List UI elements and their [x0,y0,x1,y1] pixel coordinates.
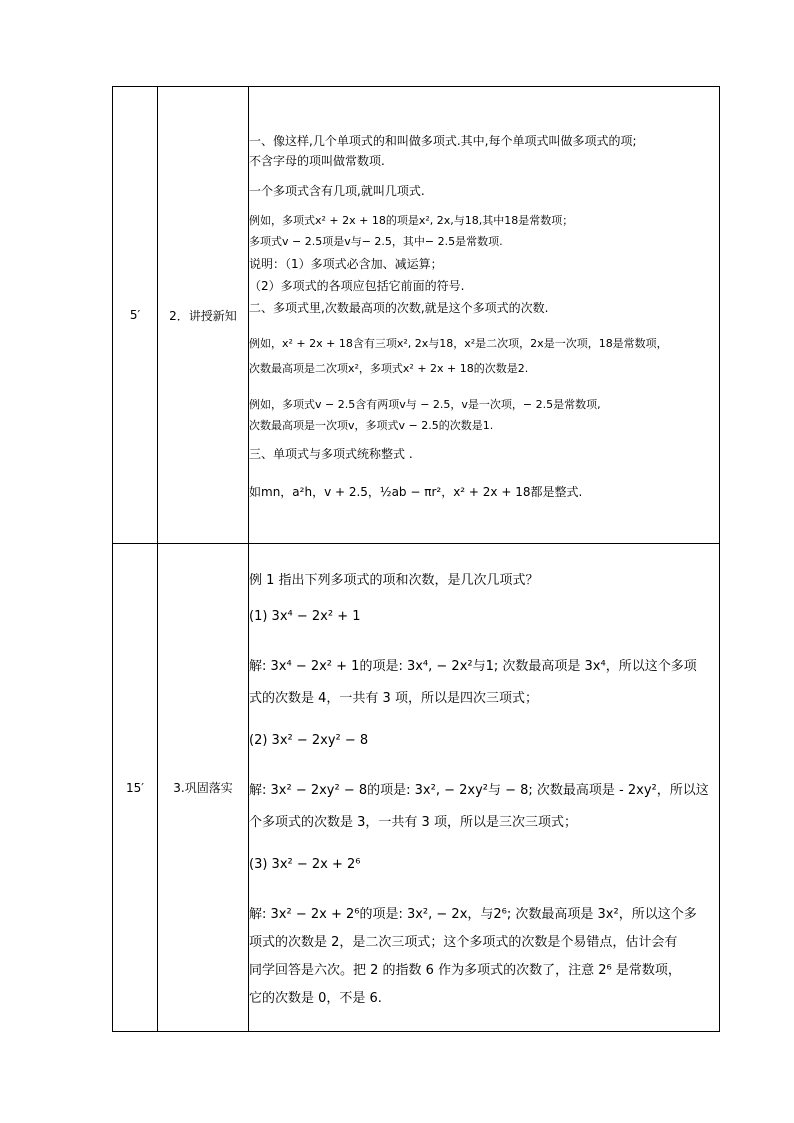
content-cell [249,87,720,544]
content-line: 不含字母的项叫做常数项. [249,153,385,168]
lesson-table [112,86,720,1032]
content-line: (3) 3x² − 2x + 2⁶ [249,856,361,872]
content-line: 一、像这样,几个单项式的和叫做多项式.其中,每个单项式叫做多项式的项; [249,133,637,148]
content-line: 例如，多项式x² + 2x + 18的项是x², 2x,与18,其中18是常数项； [249,213,574,227]
content-line: 例如，多项式v − 2.5含有两项v与 − 2.5，v是一次项，− 2.5是常数项, [249,397,601,411]
content-line: 它的次数是 0，不是 6. [249,990,382,1006]
content-line: (2) 3x² − 2xy² − 8 [249,732,369,748]
content-line: 个多项式的次数是 3，一共有 3 项，所以是三次三项式； [249,814,577,830]
content-line: 多项式v − 2.5项是v与− 2.5，其中− 2.5是常数项. [249,234,503,248]
content-line: 同学回答是六次。把 2 的指数 6 作为多项式的次数了，注意 2⁶ 是常数项， [249,962,681,978]
content-cell [249,544,720,1032]
content-line: 一个多项式含有几项,就叫几项式. [249,183,425,198]
content-line: 项式的次数是 2，是二次三项式；这个多项式的次数是个易错点，估计会有 [249,934,678,950]
content-line: (1) 3x⁴ − 2x² + 1 [249,608,361,624]
content-line: （2）多项式的各项应包括它前面的符号. [249,278,465,293]
time-cell: 15′ [113,544,158,1032]
content-line: 二、多项式里,次数最高项的次数,就是这个多项式的次数. [249,300,549,315]
content-line: 例如，x² + 2x + 18含有三项x², 2x与18，x²是二次项，2x是一次项，18是常数项， [249,336,668,350]
content-line: 解: 3x² − 2x + 2⁶的项是: 3x², − 2x，与2⁶; 次数最高项是 3x²，所以这个多 [249,906,697,922]
content-line: 次数最高项是二次项x²，多项式x² + 2x + 18的次数是2. [249,361,529,375]
content-line: 式的次数是 4，一共有 3 项，所以是四次三项式； [249,690,538,706]
content-line: 例 1 指出下列多项式的项和次数，是几次几项式？ [249,572,539,588]
content-line: 三、单项式与多项式统称整式 . [249,446,413,461]
table-row [113,87,720,544]
step-cell: 2．讲授新知 [158,87,249,544]
content-line: 解: 3x⁴ − 2x² + 1的项是: 3x⁴, − 2x²与1; 次数最高项是 3x⁴，所以这个多项 [249,658,697,674]
table-row [113,544,720,1032]
content-line: 如mn，a²h，v + 2.5，½ab − πr²，x² + 2x + 18都是整式. [249,484,583,499]
time-cell: 5′ [113,87,158,544]
content-line: 解: 3x² − 2xy² − 8的项是: 3x², − 2xy²与 − 8; 次数最高项是 - 2xy²，所以这 [249,782,709,798]
content-line: 次数最高项是一次项v，多项式v − 2.5的次数是1. [249,418,494,432]
content-line: 说明：（1）多项式必含加、减运算； [249,256,443,271]
step-cell: 3.巩固落实 [158,544,249,1032]
